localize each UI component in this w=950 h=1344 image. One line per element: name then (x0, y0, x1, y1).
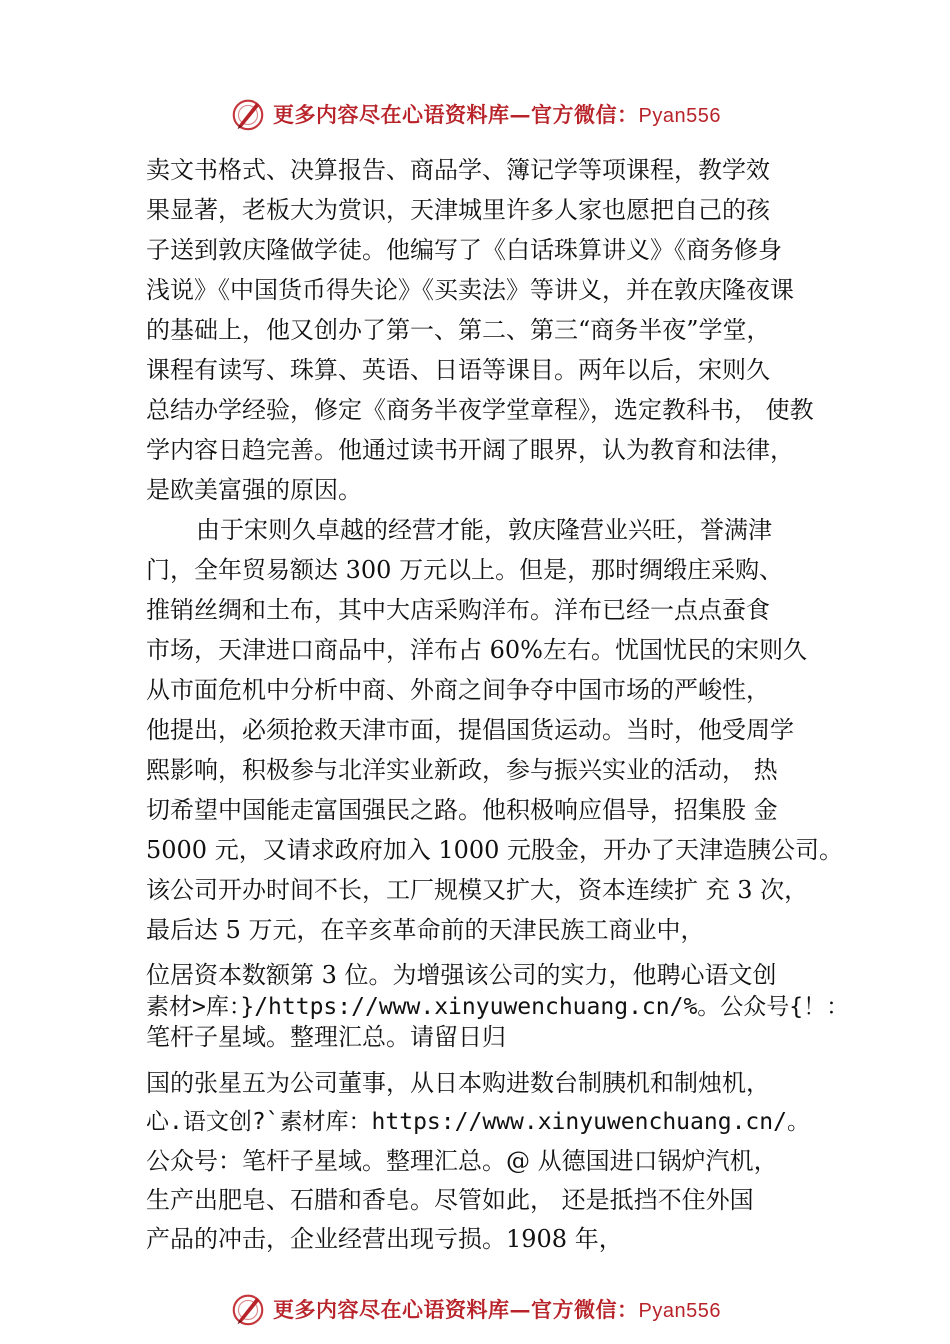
text-line: 的基础上，他又创办了第一、第二、第三“商务半夜”学堂， (146, 316, 771, 344)
paragraph-first-line: 由于宋则久卓越的经营才能，敦庆隆营业兴旺，誉满津 (196, 516, 772, 544)
text-line: 学内容日趋完善。他通过读书开阔了眼界，认为教育和法律， (146, 436, 794, 464)
text-line: 熙影响，积极参与北洋实业新政，参与振兴实业的活动， 热 (146, 756, 778, 784)
text-line: 从市面危机中分析中商、外商之间争夺中国市场的严峻性， (146, 676, 770, 704)
text-line: 市场，天津进口商品中，洋布占 60%左右。忧国忧民的宋则久 (146, 636, 807, 664)
banner-wechat-id: Pyan556 (638, 1300, 721, 1322)
text-line: 公众号：笔杆子星域。整理汇总。@ 从德国进口锅炉汽机， (146, 1147, 778, 1175)
text-line: 是欧美富强的原因。 (146, 476, 362, 504)
text-line: 切希望中国能走富国强民之路。他积极响应倡导，招集股 金 (146, 796, 778, 824)
banner-dash: — (509, 102, 532, 127)
banner-wechat-label: 官方微信： (531, 102, 639, 127)
text-line: 位居资本数额第 3 位。为增强该公司的实力，他聘心语文创 (146, 961, 777, 989)
watermark-line: 素材>库：}/https://www.xinyuwenchuang.cn/%。公众号{！： (146, 994, 850, 1020)
banner-wechat-label: 官方微信： (531, 1297, 639, 1322)
text-line: 门，全年贸易额达 300 万元以上。但是，那时绸缎庄采购、 (146, 556, 784, 584)
text-line: 该公司开办时间不长，工厂规模又扩大，资本连续扩 充 3 次， (146, 876, 809, 904)
pen-logo-icon (229, 1290, 267, 1328)
text-line: 子送到敦庆隆做学徒。他编写了《白话珠算讲义》《商务修身 (146, 236, 782, 264)
banner-wechat-id: Pyan556 (638, 105, 721, 127)
watermark-line: 心.语文创?`素材库：https://www.xinyuwenchuang.cn/。 (146, 1109, 810, 1135)
text-line: 国的张星五为公司董事，从日本购进数台制胰机和制烛机， (146, 1069, 770, 1097)
text-line: 果显著，老板大为赏识，天津城里许多人家也愿把自己的孩 (146, 196, 770, 224)
text-line: 最后达 5 万元，在辛亥革命前的天津民族工商业中， (146, 916, 705, 944)
text-line: 产品的冲击，企业经营出现亏损。1908 年， (146, 1225, 623, 1253)
footer-banner (0, 1289, 950, 1329)
text-line: 推销丝绸和土布，其中大店采购洋布。洋布已经一点点蚕食 (146, 596, 770, 624)
text-line: 浅说》《中国货币得失论》《买卖法》等讲义，并在敦庆隆夜课 (146, 276, 794, 304)
banner-text (273, 1294, 721, 1324)
text-line: 他提出，必须抢救天津市面，提倡国货运动。当时，他受周学 (146, 716, 794, 744)
text-line: 笔杆子星域。整理汇总。请留日归 (146, 1023, 506, 1051)
text-line: 总结办学经验，修定《商务半夜学堂章程》，选定教科书， 使教 (146, 396, 814, 424)
banner-title: 更多内容尽在心语资料库 (273, 102, 510, 127)
banner-title: 更多内容尽在心语资料库 (273, 1297, 510, 1322)
text-line: 卖文书格式、决算报告、商品学、簿记学等项课程，教学效 (146, 156, 770, 184)
banner-dash: — (509, 1297, 532, 1322)
text-line: 5000 元，又请求政府加入 1000 元股金，开办了天津造胰公司。 (146, 836, 844, 864)
text-line: 生产出肥皂、石腊和香皂。尽管如此， 还是抵挡不住外国 (146, 1186, 754, 1214)
text-line: 课程有读写、珠算、英语、日语等课目。两年以后，宋则久 (146, 356, 770, 384)
